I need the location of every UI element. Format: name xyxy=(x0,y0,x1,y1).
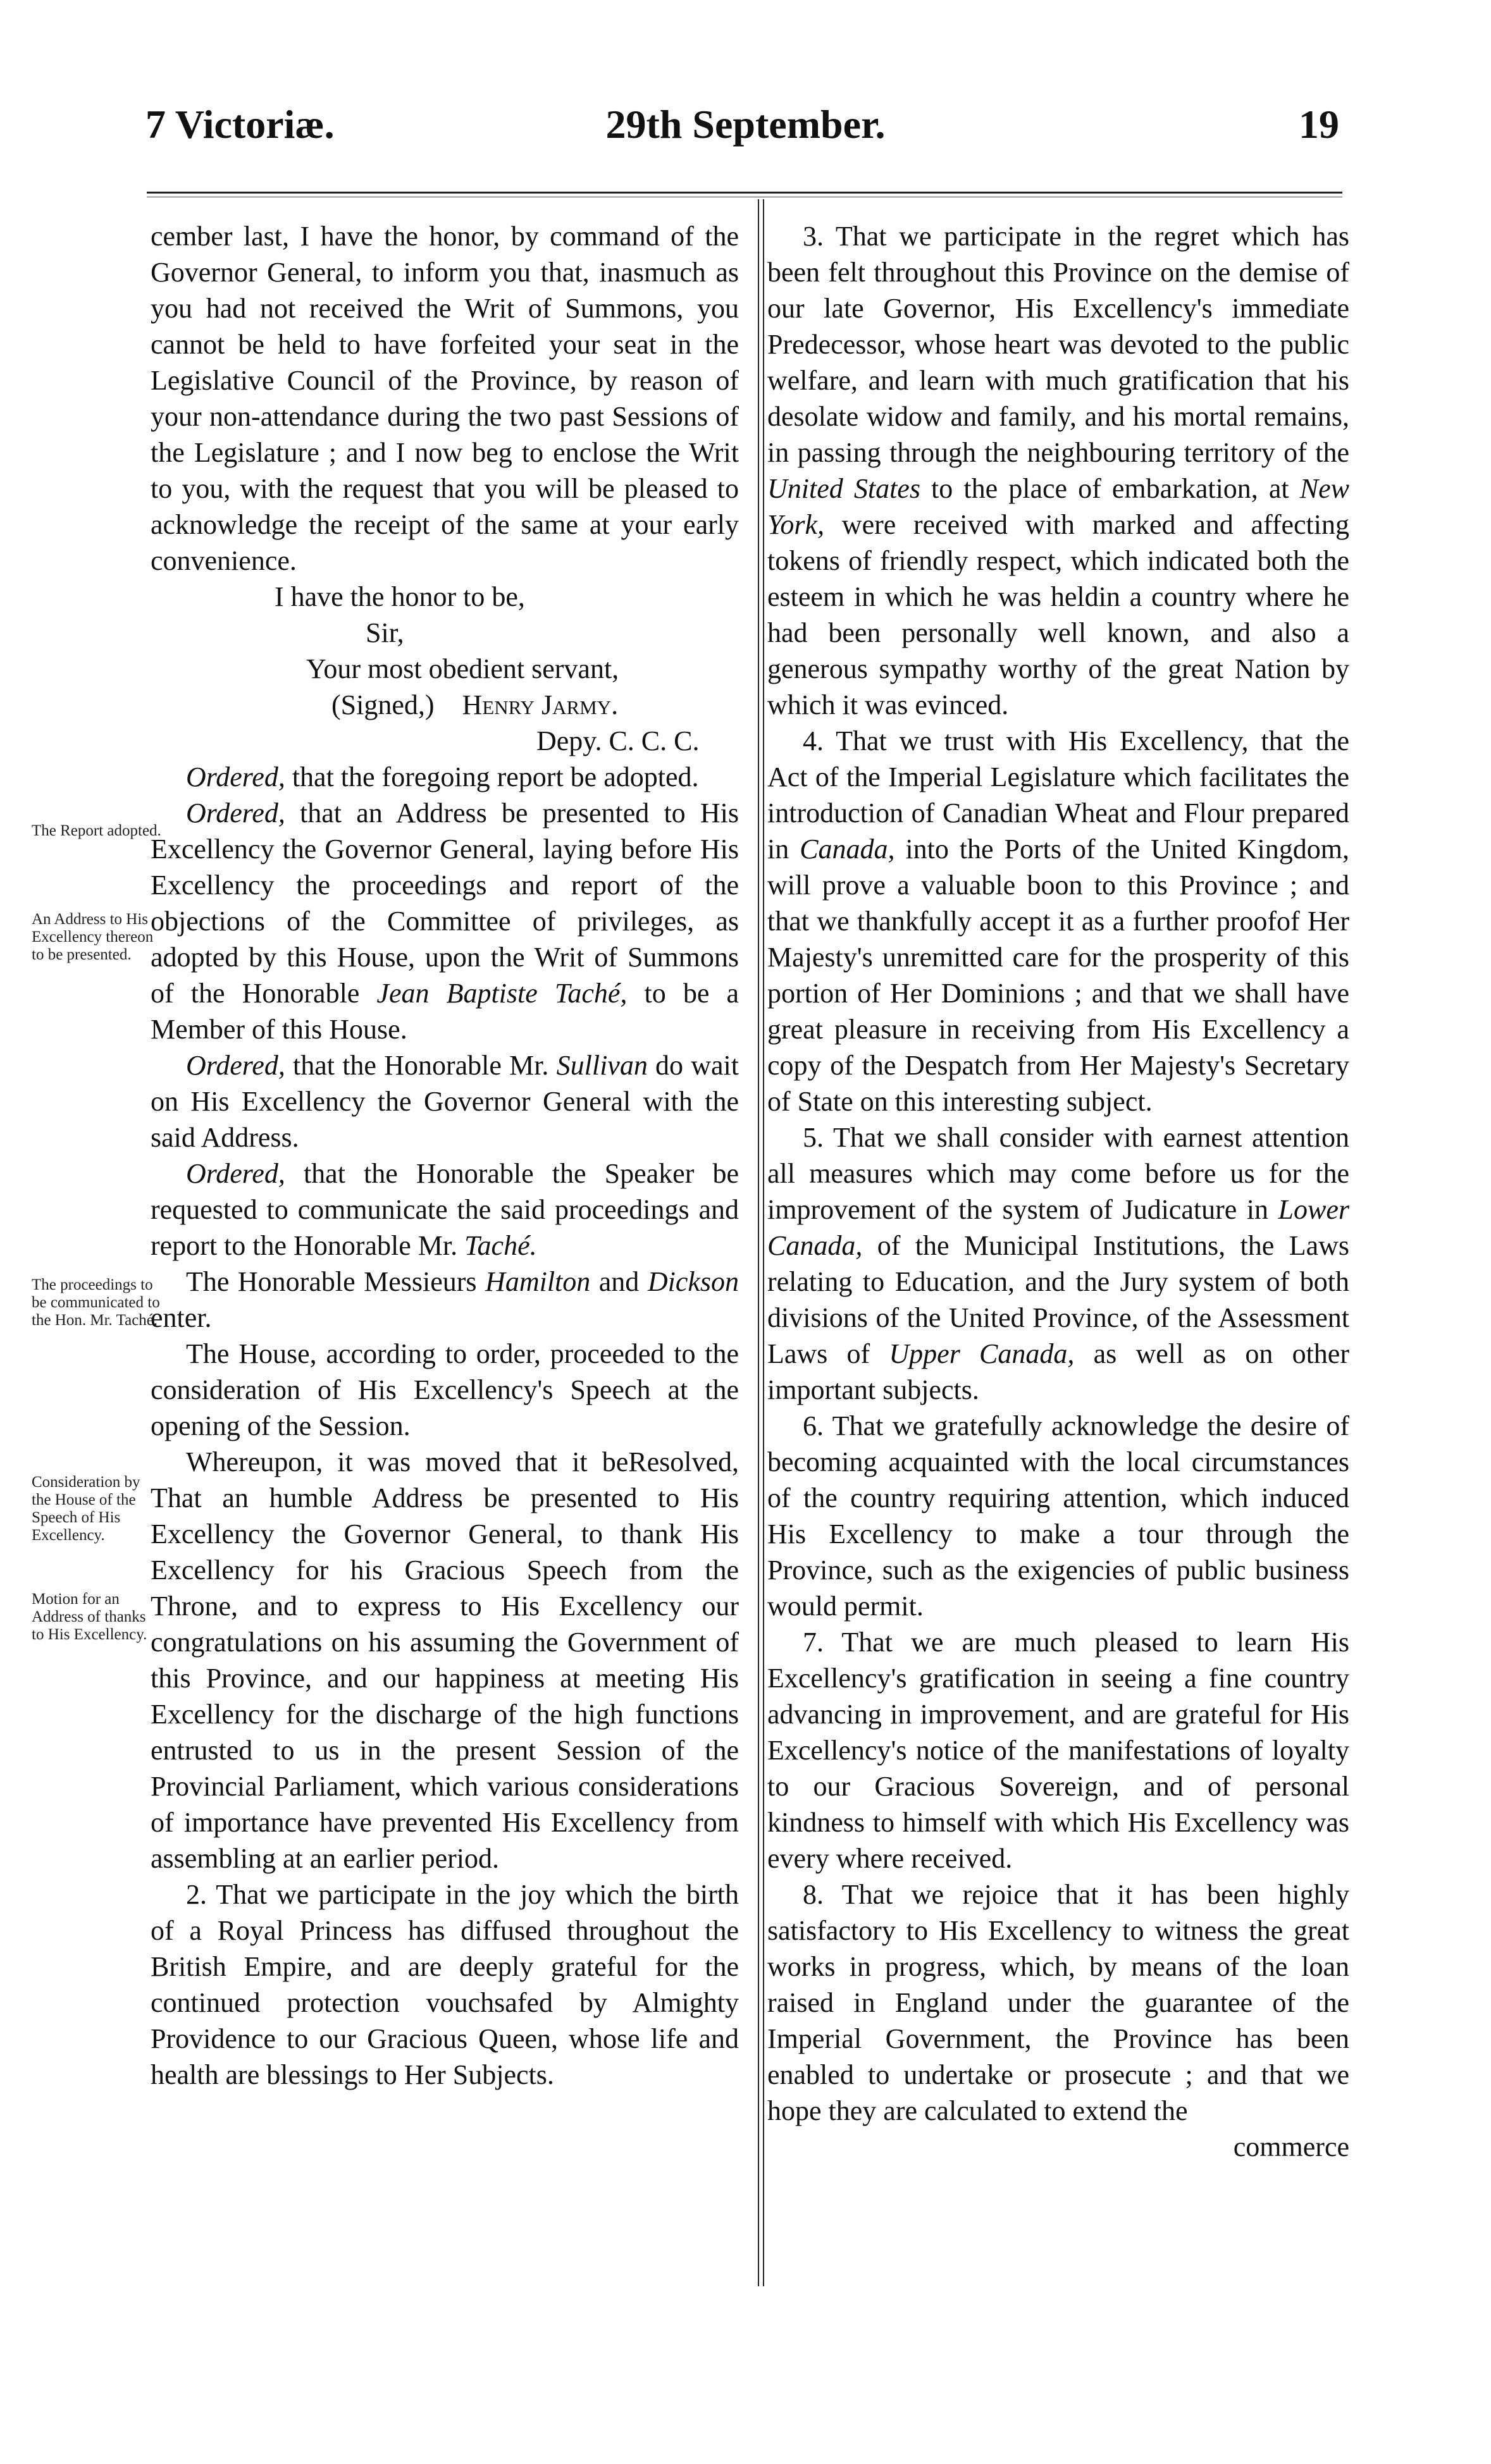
paragraph-text: The Honorable Messieurs xyxy=(186,1266,486,1297)
closing-line: I have the honor to be, xyxy=(275,581,525,612)
ordered-lead: Ordered, xyxy=(186,761,285,792)
margin-note-consideration: Consideration by the House of the Speech of His Excellency. xyxy=(32,1474,140,1544)
member-name: Jean Baptiste Taché, xyxy=(376,978,628,1009)
margin-note-address: An Address to His Excellency thereon to be presented. xyxy=(32,911,154,963)
place-name: New York, xyxy=(767,473,1349,540)
margin-note-proceedings: The proceedings to be communicated to the Hon. Mr. Taché. xyxy=(32,1276,160,1329)
margin-note-report-adopted: The Report adopted. xyxy=(32,822,161,839)
paragraph-text: 4. That we trust with His Excellency, that the Act of the Imperial Legislature which facilitates the introduction of Canadian Wheat and Flour prepared in xyxy=(767,725,1349,865)
member-name: Hamilton xyxy=(485,1266,591,1297)
signatory-title: Depy. C. C. C. xyxy=(536,725,700,756)
paragraph-consideration: The House, according to order, proceeded to the consideration of His Excellency's Speech at the opening of the Session. xyxy=(151,1338,739,1441)
letter-closing xyxy=(151,579,739,759)
member-name: Taché. xyxy=(464,1230,537,1261)
paragraph-wheat-act xyxy=(767,723,1349,1119)
signatory-name: Henry Jarmy. xyxy=(462,689,619,720)
left-column xyxy=(151,218,739,2093)
signed-label: (Signed,) xyxy=(331,689,435,720)
paragraph-communicate xyxy=(151,1155,739,1264)
paragraph-text: as well as on other important subjects. xyxy=(767,1338,1349,1405)
closing-servant: Your most obedient servant, xyxy=(306,653,619,684)
place-name: United States xyxy=(767,473,920,504)
paragraph-report-adopted xyxy=(151,759,739,795)
paragraph-text: do wait on His Excellency the Governor General with the said Address. xyxy=(151,1050,739,1153)
running-title-date: 29th September. xyxy=(605,102,886,147)
margin-note-motion: Motion for an Address of thanks to His Excellency. xyxy=(32,1591,147,1643)
place-name: Canada, xyxy=(800,834,895,865)
paragraph-text: 5. That we shall consider with earnest attention all measures which may come before us for the improvement of the system of Judicature in xyxy=(767,1122,1349,1225)
page-number: 19 xyxy=(1299,102,1339,147)
paragraph-text: that the Honorable the Speaker be requested to communicate the said proceedings and report to the Honorable Mr. xyxy=(151,1158,739,1261)
ordered-lead: Ordered, xyxy=(186,1158,285,1189)
paragraph-text: that an Address be presented to His Excellency the Governor General, laying before His Excellency the proceedings and report of the objections of the Committee of privileges, as adopted by this House, upon the Writ of Summons of the Honorable xyxy=(151,798,739,1009)
member-name: Dickson xyxy=(647,1266,739,1297)
paragraph-judicature xyxy=(767,1119,1349,1408)
right-column xyxy=(767,218,1349,2165)
paragraph-text: and xyxy=(590,1266,648,1297)
paragraph-text: to the place of embarkation, at xyxy=(920,473,1300,504)
member-name: Sullivan xyxy=(556,1050,648,1081)
place-name: Upper Canada, xyxy=(889,1338,1075,1369)
paragraph-royal-princess: 2. That we participate in the joy which the birth of a Royal Princess has diffused throughout the British Empire, and are deeply grateful for the continued protection vouchsafed by Almighty Providence to our Gracious Queen, whose life and health are blessings to Her Subjects. xyxy=(151,1879,739,2090)
paragraph-text: 3. That we participate in the regret which has been felt throughout this Province on the demise of our late Governor, His Excellency's immediate Predecessor, whose heart was devoted to the public welfare, and learn with much gratification that his desolate widow and family, and his mortal remains, in passing through the neighbouring territory of the xyxy=(767,221,1349,468)
page-header xyxy=(0,104,1491,174)
paragraph-text: to be a Member of this House. xyxy=(151,978,739,1045)
paragraph-address xyxy=(151,795,739,1047)
paragraph-great-works: 8. That we rejoice that it has been highly satisfactory to His Excellency to witness the great works in progress, which, by means of the loan raised in England under the guarantee of the Imperial Government, the Province has been enabled to undertake or prosecute ; and that we hope they are calculated to extend the xyxy=(767,1879,1349,2126)
paragraph-text: of the Municipal Institutions, the Laws relating to Education, and the Jury system of both divisions of the United Province, of the Assessment Laws of xyxy=(767,1230,1349,1369)
paragraph-text: into the Ports of the United Kingdom, will prove a valuable boon to this Province ; and that we thankfully accept it as a further proofof Her Majesty's unremitted care for the prosperity of this portion of Her Dominions ; and that we shall have great pleasure in receiving from His Excellency a copy of the Despatch from Her Majesty's Secretary of State on this interesting subject. xyxy=(767,834,1349,1117)
paragraph-text: enter. xyxy=(151,1302,212,1333)
signature-line xyxy=(151,687,739,723)
ordered-lead: Ordered, xyxy=(186,1050,285,1081)
paragraph-text: that the Honorable Mr. xyxy=(285,1050,557,1081)
running-title-left: 7 Victoriæ. xyxy=(145,102,335,147)
paragraph-tour: 6. That we gratefully acknowledge the desire of becoming acquainted with the local circumstances of the country requiring attention, which induced His Excellency to make a tour through the Province, such as the exigencies of public business would permit. xyxy=(767,1410,1349,1622)
paragraph-wait-on xyxy=(151,1047,739,1155)
ordered-lead: Ordered, xyxy=(186,798,285,829)
column-separator xyxy=(758,199,764,2286)
header-rule xyxy=(147,192,1342,194)
paragraph-motion: Whereupon, it was moved that it beResolved, That an humble Address be presented to His Excellency the Governor General, to thank His Excellency for his Gracious Speech from the Throne, and to express to His Excellency our congratulations on his assuming the Government of this Province, and our happiness at meeting His Excellency for the discharge of the high functions entrusted to us in the present Session of the Provincial Parliament, which various considerations of importance have prevented His Excellency from assembling at an earlier period. xyxy=(151,1446,739,1874)
paragraph-text: were received with marked and affecting tokens of friendly respect, which indicated both the esteem in which he was heldin a country where he had been personally well known, and also a generous sympathy worthy of the great Nation by which it was evinced. xyxy=(767,509,1349,720)
closing-salutation: Sir, xyxy=(366,617,404,648)
paragraph-letter-body: cember last, I have the honor, by command of the Governor General, to inform you that, inasmuch as you had not received the Writ of Summons, you cannot be held to have forfeited your seat in the Legislative Council of the Province, by reason of your non-attendance during the two past Sessions of the Legislature ; and I now beg to enclose the Writ to you, with the request that you will be pleased to acknowledge the receipt of the same at your early convenience. xyxy=(151,221,739,576)
place-name: Lower Canada, xyxy=(767,1194,1349,1261)
paragraph-gratification: 7. That we are much pleased to learn His Excellency's gratification in seeing a fine country advancing in improvement, and are grateful for His Excellency's notice of the manifestations of loyalty to our Gracious Sovereign, and of personal kindness to himself with which His Excellency was every where received. xyxy=(767,1627,1349,1874)
paragraph-members-enter xyxy=(151,1264,739,1336)
catchword: commerce xyxy=(1233,2131,1349,2162)
paragraph-regret xyxy=(767,218,1349,723)
paragraph-text: that the foregoing report be adopted. xyxy=(285,761,699,792)
